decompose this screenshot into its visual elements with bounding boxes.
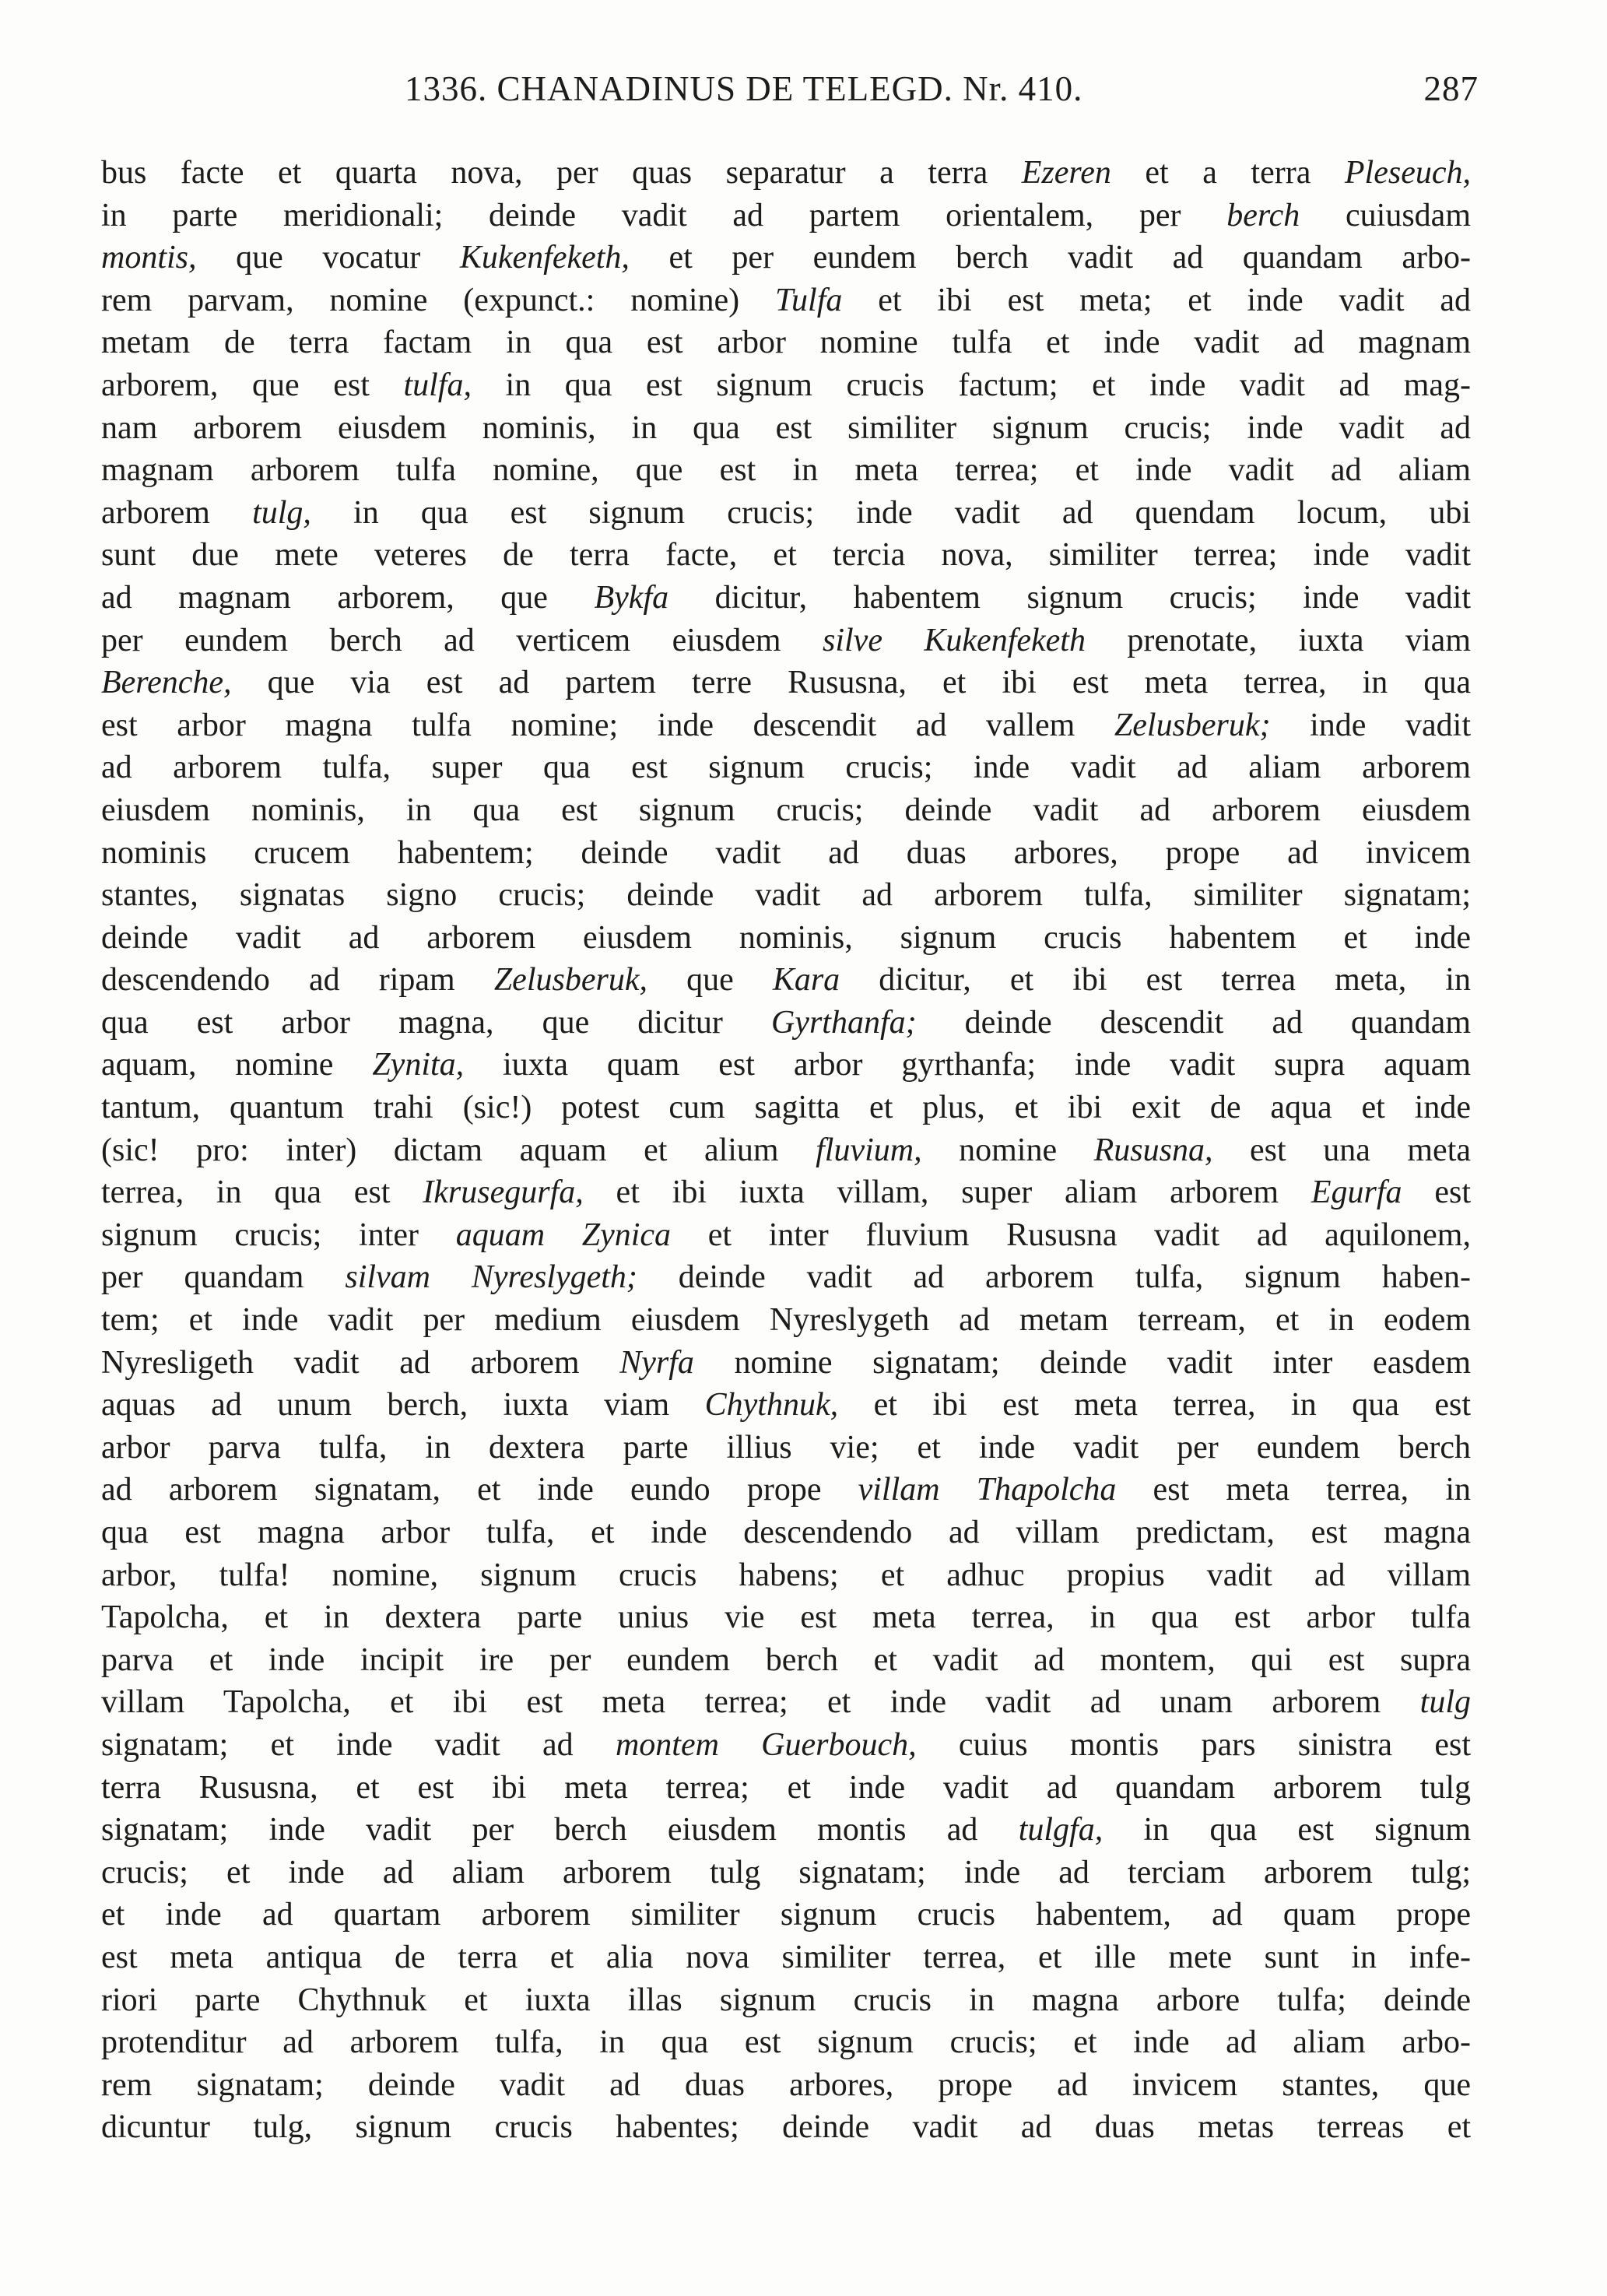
text-segment: sunt due mete veteres de terra facte, et tercia nova, similiter terrea; inde vadit <box>101 537 1471 574</box>
text-segment: cuiusdam <box>1300 197 1471 233</box>
text-segment: arborem <box>101 494 253 531</box>
text-segment: nam arborem eiusdem nominis, in qua est similiter signum crucis; inde vadit ad <box>101 409 1471 446</box>
page-number: 287 <box>1423 69 1479 108</box>
text-line <box>101 1256 1471 1299</box>
text-segment: inde vadit <box>1270 707 1471 743</box>
italic-segment: tulfa, <box>403 367 472 403</box>
italic-segment: Ezeren <box>1021 155 1111 191</box>
text-line <box>101 1299 1471 1342</box>
italic-segment: Chythnuk, <box>704 1387 839 1424</box>
text-segment: qua est arbor magna, que dicitur <box>101 1004 771 1041</box>
body-text <box>101 152 1471 2149</box>
text-line <box>101 789 1471 832</box>
italic-segment: Tulfa <box>775 282 843 318</box>
text-line <box>101 364 1471 407</box>
text-segment: in parte meridionali; deinde vadit ad partem orientalem, per <box>101 197 1227 233</box>
text-line <box>101 2064 1471 2107</box>
text-line <box>101 1936 1471 1979</box>
text-segment: ad arborem tulfa, super qua est signum crucis; inde vadit ad aliam arborem <box>101 750 1471 786</box>
text-line <box>101 1809 1471 1852</box>
text-segment: ad arborem signatam, et inde eundo prope <box>101 1472 858 1508</box>
text-segment: iuxta quam est arbor gyrthanfa; inde vadit supra aquam <box>464 1047 1471 1083</box>
text-segment: arbor parva tulfa, in dextera parte illius vie; et inde vadit per eundem berch <box>101 1429 1471 1466</box>
text-segment: et inde ad quartam arborem similiter signum crucis habentem, ad quam prope <box>101 1897 1471 1933</box>
text-segment: et a terra <box>1111 155 1345 191</box>
text-segment: est <box>1402 1174 1471 1211</box>
text-segment: prenotate, iuxta viam <box>1085 622 1471 658</box>
text-line <box>101 746 1471 789</box>
text-segment: deinde vadit ad arborem eiusdem nominis, signum crucis habentem et inde <box>101 919 1471 956</box>
text-segment: terrea, in qua est <box>101 1174 423 1211</box>
text-line <box>101 832 1471 875</box>
italic-segment: tulgfa, <box>1018 1812 1103 1848</box>
text-line <box>101 237 1471 279</box>
text-line <box>101 1979 1471 2022</box>
text-segment: est meta antiqua de terra et alia nova similiter terrea, et ille mete sunt in infe- <box>101 1939 1471 1975</box>
text-segment: nomine <box>921 1132 1094 1168</box>
text-segment: que <box>647 962 773 999</box>
text-line <box>101 321 1471 364</box>
italic-segment: tulg, <box>252 494 311 531</box>
running-title: 1336. CHANADINUS DE TELEGD. Nr. 410. <box>405 69 1083 108</box>
text-line <box>101 1427 1471 1469</box>
text-segment: aquas ad unum berch, iuxta viam <box>101 1387 705 1424</box>
text-segment: deinde vadit ad arborem tulfa, signum haben- <box>637 1259 1471 1296</box>
italic-segment: Egurfa <box>1311 1174 1402 1211</box>
text-line <box>101 1171 1471 1214</box>
text-line <box>101 1342 1471 1385</box>
text-line <box>101 2021 1471 2064</box>
text-segment: in qua est signum <box>1103 1812 1471 1848</box>
text-line <box>101 534 1471 577</box>
text-segment: signum crucis; inter <box>101 1216 456 1253</box>
italic-segment: Zynita, <box>372 1047 465 1083</box>
text-segment: nomine signatam; deinde vadit inter easdem <box>693 1344 1472 1381</box>
text-line <box>101 2106 1471 2149</box>
text-line <box>101 1554 1471 1597</box>
text-line <box>101 1002 1471 1044</box>
text-segment: rem signatam; deinde vadit ad duas arbores, prope ad invicem stantes, que <box>101 2066 1471 2103</box>
text-segment: in qua est signum crucis factum; et inde vadit ad mag- <box>471 367 1471 403</box>
text-line <box>101 195 1471 237</box>
text-segment: signatam; et inde vadit ad <box>101 1726 616 1763</box>
italic-segment: Berenche, <box>101 665 232 701</box>
text-segment: Nyresligeth vadit ad arborem <box>101 1344 620 1381</box>
text-segment: per quandam <box>101 1259 346 1296</box>
text-segment: dicitur, et ibi est terrea meta, in <box>840 962 1471 999</box>
text-segment: crucis; et inde ad aliam arborem tulg signatam; inde ad terciam arborem tulg; <box>101 1854 1471 1891</box>
italic-segment: Bykfa <box>594 579 669 616</box>
text-line <box>101 1044 1471 1087</box>
text-segment: terra Rususna, et est ibi meta terrea; et inde vadit ad quandam arborem tulg <box>101 1769 1471 1806</box>
text-line <box>101 620 1471 662</box>
text-line <box>101 407 1471 450</box>
text-line <box>101 279 1471 322</box>
text-segment: metam de terra factam in qua est arbor nomine tulfa et inde vadit ad magnam <box>101 325 1471 361</box>
text-line <box>101 152 1471 195</box>
text-segment: (sic! pro: inter) dictam aquam et alium <box>101 1132 816 1168</box>
italic-segment: villam Thapolcha <box>858 1472 1117 1508</box>
text-segment: Tapolcha, et in dextera parte unius vie est meta terrea, in qua est arbor tulfa <box>101 1599 1471 1636</box>
text-segment: cuius montis pars sinistra est <box>916 1726 1472 1763</box>
running-head <box>405 68 1479 123</box>
italic-segment: tulg <box>1419 1684 1471 1721</box>
text-segment: et ibi est meta terrea, in qua est <box>838 1387 1471 1424</box>
italic-segment: Nyrfa <box>619 1344 694 1381</box>
text-segment: descendendo ad ripam <box>101 962 494 999</box>
text-segment: ad magnam arborem, que <box>101 579 595 616</box>
text-segment: eiusdem nominis, in qua est signum crucis; deinde vadit ad arborem eiusdem <box>101 792 1471 828</box>
italic-segment: aquam Zynica <box>455 1216 672 1253</box>
text-segment: arborem, que est <box>101 367 404 403</box>
text-line <box>101 492 1471 535</box>
text-segment: est una meta <box>1212 1132 1472 1168</box>
text-segment: bus facte et quarta nova, per quas separatur a terra <box>101 155 1022 191</box>
italic-segment: Zelusberuk, <box>493 962 647 999</box>
text-segment: magnam arborem tulfa nomine, que est in meta terrea; et inde vadit ad aliam <box>101 452 1471 489</box>
text-line <box>101 959 1471 1002</box>
text-segment: per eundem berch ad verticem eiusdem <box>101 622 823 658</box>
text-segment: arbor, tulfa! nomine, signum crucis habens; et adhuc propius vadit ad villam <box>101 1557 1471 1593</box>
italic-segment: Pleseuch, <box>1344 155 1471 191</box>
text-segment: villam Tapolcha, et ibi est meta terrea; et inde vadit ad unam arborem <box>101 1684 1420 1721</box>
text-segment: deinde descendit ad quandam <box>916 1004 1471 1041</box>
text-line <box>101 577 1471 620</box>
text-line <box>101 1767 1471 1810</box>
text-segment: protenditur ad arborem tulfa, in qua est signum crucis; et inde ad aliam arbo- <box>101 2024 1471 2061</box>
text-line <box>101 1681 1471 1724</box>
text-segment: est arbor magna tulfa nomine; inde descendit ad vallem <box>101 707 1114 743</box>
text-segment: dicitur, habentem signum crucis; inde vadit <box>668 579 1471 616</box>
text-line <box>101 1596 1471 1639</box>
italic-segment: montem Guerbouch, <box>615 1726 917 1763</box>
text-line <box>101 1469 1471 1511</box>
italic-segment: silvam Nyreslygeth; <box>345 1259 637 1296</box>
text-segment: et inter fluvium Rususna vadit ad aquilonem, <box>671 1216 1471 1253</box>
text-segment: que vocatur <box>196 240 460 276</box>
text-line <box>101 1087 1471 1129</box>
text-line <box>101 1511 1471 1554</box>
italic-segment: Rususna, <box>1093 1132 1213 1168</box>
italic-segment: Kukenfeketh, <box>459 240 630 276</box>
italic-segment: berch <box>1226 197 1300 233</box>
text-line <box>101 874 1471 917</box>
text-segment: rem parvam, nomine (expunct.: nomine) <box>101 282 776 318</box>
text-line <box>101 662 1471 704</box>
italic-segment: fluvium, <box>816 1132 922 1168</box>
text-segment: tantum, quantum trahi (sic!) potest cum sagitta et plus, et ibi exit de aqua et inde <box>101 1090 1471 1126</box>
text-line <box>101 1724 1471 1767</box>
text-line <box>101 1639 1471 1682</box>
text-line <box>101 704 1471 747</box>
text-segment: que via est ad partem terre Rususna, et ibi est meta terrea, in qua <box>231 665 1471 701</box>
text-line <box>101 1894 1471 1936</box>
italic-segment: Ikrusegurfa, <box>423 1174 584 1211</box>
text-segment: signatam; inde vadit per berch eiusdem montis ad <box>101 1812 1019 1848</box>
text-segment: et per eundem berch vadit ad quandam arbo- <box>629 240 1471 276</box>
text-segment: et ibi est meta; et inde vadit ad <box>842 282 1471 318</box>
text-segment: aquam, nomine <box>101 1047 373 1083</box>
italic-segment: montis, <box>101 240 197 276</box>
text-line <box>101 449 1471 492</box>
italic-segment: Kara <box>772 962 840 999</box>
text-line <box>101 917 1471 960</box>
text-line <box>101 1852 1471 1894</box>
text-segment: stantes, signatas signo crucis; deinde vadit ad arborem tulfa, similiter signatam; <box>101 877 1471 914</box>
italic-segment: Gyrthanfa; <box>770 1004 917 1041</box>
text-segment: est meta terrea, in <box>1116 1472 1471 1508</box>
text-segment: qua est magna arbor tulfa, et inde descendendo ad villam predictam, est magna <box>101 1515 1471 1550</box>
text-segment: tem; et inde vadit per medium eiusdem Nyreslygeth ad metam terream, et in eodem <box>101 1302 1471 1339</box>
text-segment: in qua est signum crucis; inde vadit ad quendam locum, ubi <box>311 494 1471 531</box>
text-segment: riori parte Chythnuk et iuxta illas signum crucis in magna arbore tulfa; deinde <box>101 1982 1471 2018</box>
text-segment: nominis crucem habentem; deinde vadit ad duas arbores, prope ad invicem <box>101 834 1471 871</box>
text-segment: parva et inde incipit ire per eundem berch et vadit ad montem, qui est supra <box>101 1641 1471 1678</box>
text-segment: dicuntur tulg, signum crucis habentes; deinde vadit ad duas metas terreas et <box>101 2109 1471 2146</box>
text-line <box>101 1129 1471 1172</box>
text-line <box>101 1384 1471 1427</box>
italic-segment: Zelusberuk; <box>1114 707 1271 743</box>
italic-segment: silve Kukenfeketh <box>823 622 1086 658</box>
text-segment: et ibi iuxta villam, super aliam arborem <box>583 1174 1311 1211</box>
text-line <box>101 1214 1471 1257</box>
